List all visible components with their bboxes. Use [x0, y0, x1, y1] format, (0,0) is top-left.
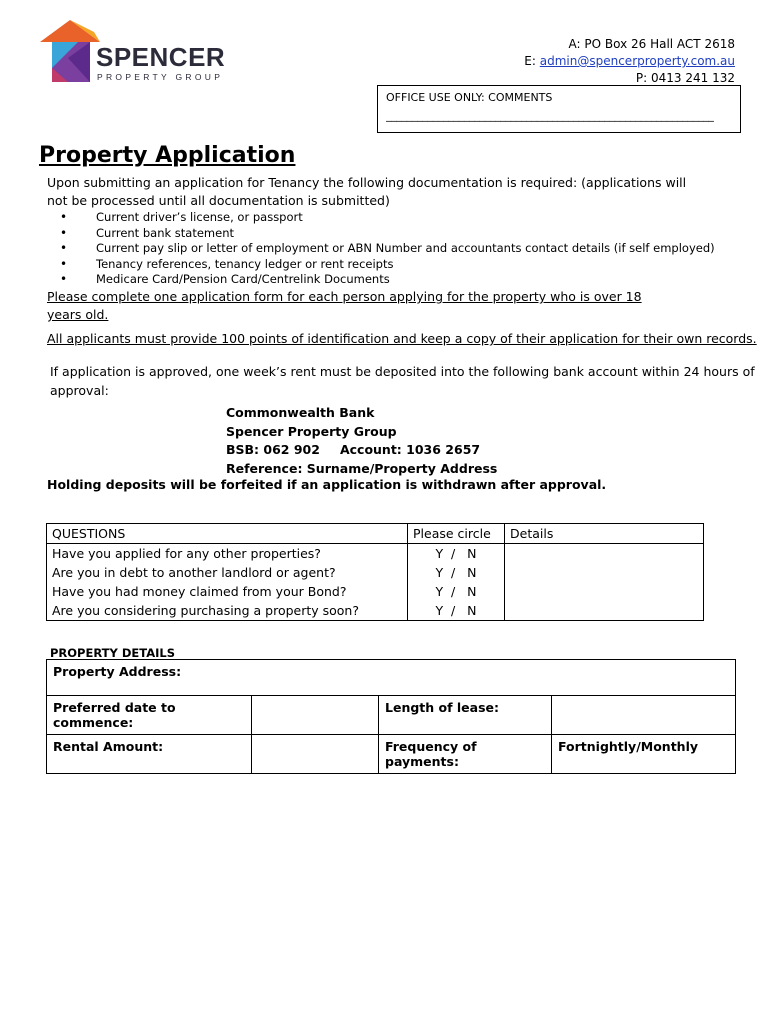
approval-notice: If application is approved, one week’s rent must be deposited into the following bank account within 24 hours of approval:	[50, 364, 755, 398]
table-row	[47, 696, 736, 735]
table-row	[47, 735, 736, 774]
bank-bsb: BSB: 062 902	[226, 442, 320, 457]
list-item: • Tenancy references, tenancy ledger or rent receipts	[60, 257, 715, 273]
bank-account: Account: 1036 2657	[339, 442, 481, 457]
email-link[interactable]: admin@spencerproperty.com.au	[539, 54, 735, 68]
email-prefix: E:	[524, 54, 540, 68]
bank-name: Commonwealth Bank	[226, 405, 375, 420]
bank-numbers	[226, 441, 497, 460]
lease-label: Length of lease:	[379, 696, 552, 735]
contact-address: A: PO Box 26 Hall ACT 2618	[568, 37, 735, 51]
property-details-heading: PROPERTY DETAILS	[50, 646, 176, 660]
property-address-field[interactable]: Property Address:	[47, 660, 736, 696]
list-item: • Current pay slip or letter of employment or ABN Number and accountants contact details (if self employed)	[60, 241, 715, 257]
rent-label: Rental Amount:	[47, 735, 252, 774]
list-item: • Current driver’s license, or passport	[60, 210, 715, 226]
frequency-options[interactable]: Fortnightly/Monthly	[552, 735, 736, 774]
yes-no-choice[interactable]: Y / N	[408, 601, 505, 621]
details-field[interactable]	[505, 601, 704, 621]
questions-header: QUESTIONS	[47, 524, 408, 544]
table-row	[47, 582, 704, 601]
question-text: Are you considering purchasing a property soon?	[47, 601, 408, 621]
commence-field[interactable]	[252, 696, 379, 735]
forfeit-notice: Holding deposits will be forfeited if an application is withdrawn after approval.	[47, 477, 607, 492]
commence-label: Preferred date to commence:	[47, 696, 252, 735]
yes-no-choice[interactable]: Y / N	[408, 544, 505, 564]
circle-header: Please circle	[408, 524, 505, 544]
bank-account-name: Spencer Property Group	[226, 423, 397, 439]
table-row	[47, 601, 704, 621]
office-use-box	[377, 85, 741, 133]
table-row	[47, 563, 704, 582]
lease-field[interactable]	[552, 696, 736, 735]
bank-reference: Reference: Surname/Property Address	[226, 460, 498, 476]
list-item: • Current bank statement	[60, 226, 715, 242]
frequency-label: Frequency of payments:	[379, 735, 552, 774]
bank-details	[226, 404, 497, 478]
details-field[interactable]	[505, 563, 704, 582]
contact-block	[524, 36, 735, 87]
details-field[interactable]	[505, 582, 704, 601]
contact-email-line	[524, 53, 735, 70]
details-field[interactable]	[505, 544, 704, 564]
question-text: Have you applied for any other properties?	[47, 544, 408, 564]
details-header: Details	[505, 524, 704, 544]
property-details-table	[46, 659, 736, 774]
yes-no-choice[interactable]: Y / N	[408, 582, 505, 601]
intro-text: Upon submitting an application for Tenancy the following documentation is required: (applications will not be processed until all documentation is submitted)	[47, 175, 687, 208]
table-row	[47, 660, 736, 696]
office-use-label: OFFICE USE ONLY: COMMENTS	[386, 91, 553, 104]
contact-phone: P: 0413 241 132	[635, 71, 735, 85]
yes-no-choice[interactable]: Y / N	[408, 563, 505, 582]
page-title: Property Application	[39, 143, 296, 168]
questions-table	[46, 523, 704, 621]
rent-field[interactable]	[252, 735, 379, 774]
question-text: Are you in debt to another landlord or agent?	[47, 563, 408, 582]
table-row	[47, 544, 704, 564]
logo-wordmark: SPENCER	[96, 42, 226, 72]
identification-notice: All applicants must provide 100 points of identification and keep a copy of their application for their own records.	[47, 331, 757, 346]
documents-list	[60, 210, 715, 288]
table-header-row	[47, 524, 704, 544]
list-item: • Medicare Card/Pension Card/Centrelink Documents	[60, 272, 715, 288]
question-text: Have you had money claimed from your Bond?	[47, 582, 408, 601]
office-use-line[interactable]: _______________________________________________________________	[386, 109, 714, 122]
logo-subtitle: PROPERTY GROUP	[97, 72, 224, 82]
over18-notice: Please complete one application form for each person applying for the property who is over 18 years old.	[47, 289, 642, 322]
